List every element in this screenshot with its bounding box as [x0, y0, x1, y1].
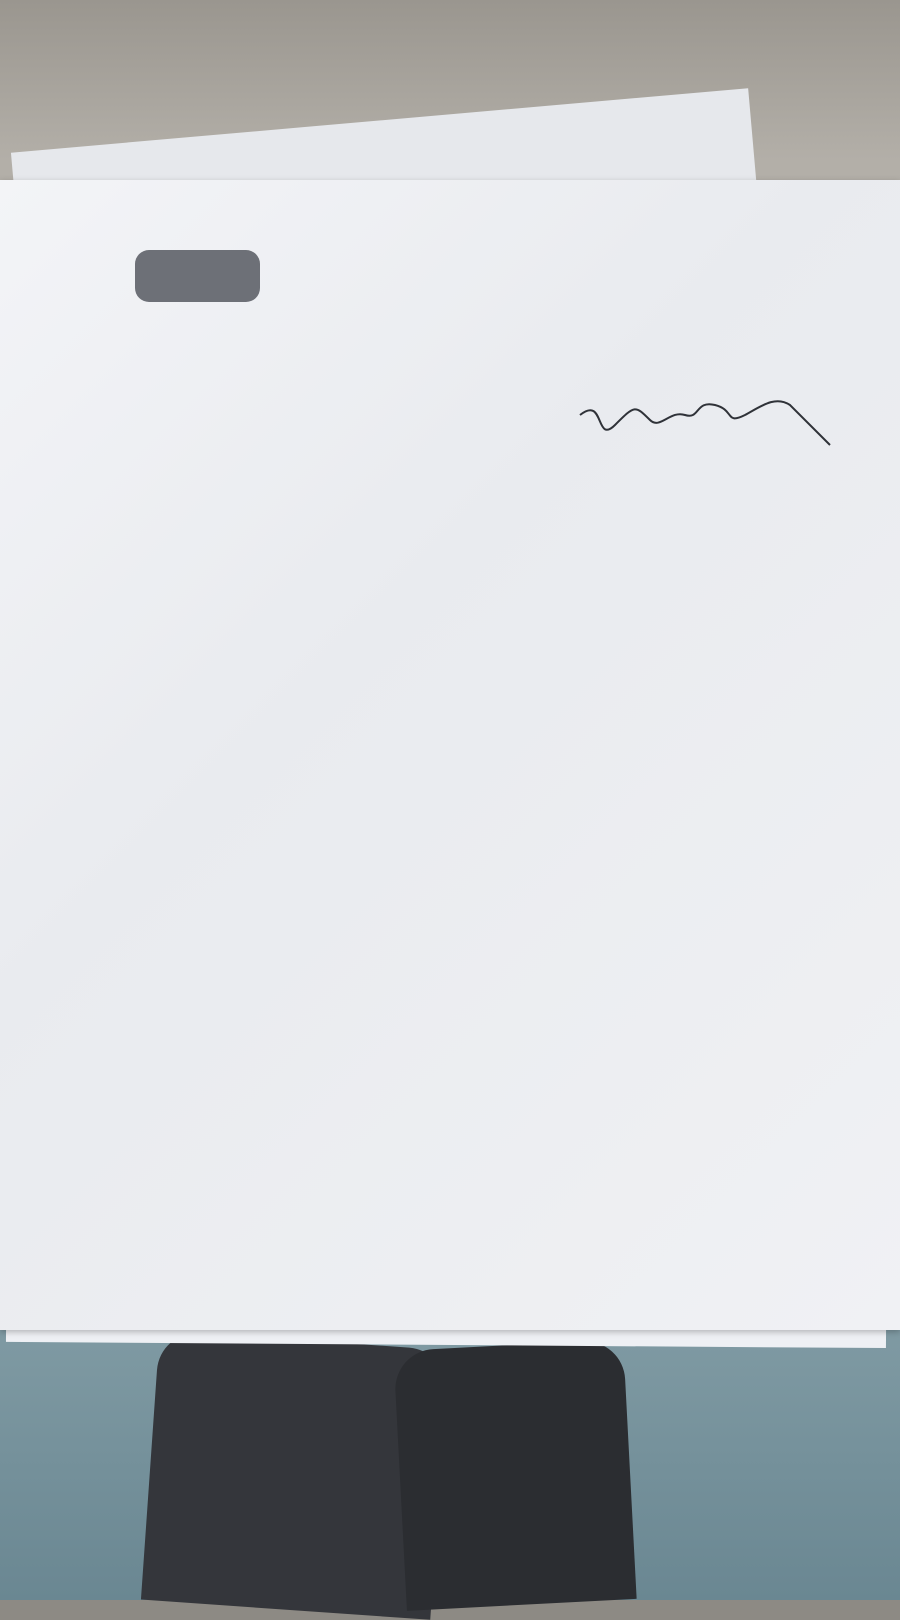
right-leg [393, 1339, 636, 1611]
signature-icon [575, 385, 835, 455]
antillana-logo-left [135, 250, 260, 302]
